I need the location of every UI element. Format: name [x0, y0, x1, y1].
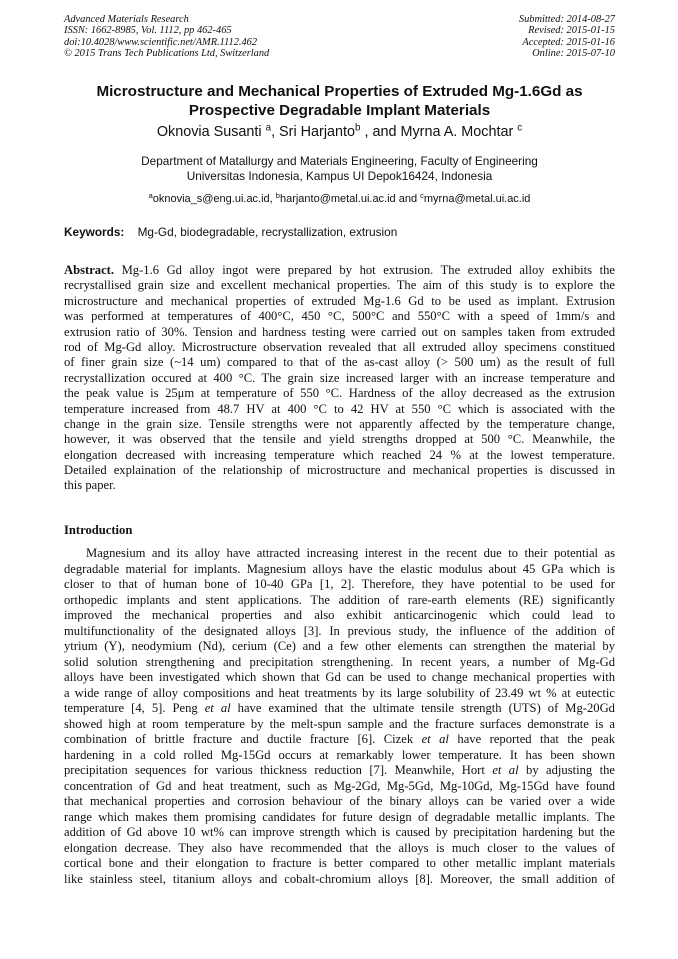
author-emails: [64, 192, 615, 206]
author-name: , and Myrna A. Mochtar: [360, 124, 514, 140]
title-line: Microstructure and Mechanical Properties of Extruded Mg-1.6Gd as: [96, 83, 583, 100]
journal-info: [64, 14, 269, 60]
email-link[interactable]: oknovia_s@eng.ui.ac.id,: [152, 193, 276, 205]
body-line: alloys have been investigated which shown that Gd can be used to change mechanical properties with: [64, 670, 615, 684]
body-line: Magnesium and its alloy have attracted increasing interest in the recent due to their potential as: [86, 546, 615, 560]
affiliation-line: Universitas Indonesia, Kampus UI Depok16424, Indonesia: [186, 168, 493, 183]
email-mark: c: [420, 190, 424, 200]
abstract-line: this paper.: [64, 478, 116, 493]
body-line: elongation decrease. They also have recommended that the alloys is much closer to the values of: [64, 840, 615, 855]
body-line: addition of Gd above 10 wt% can improve strength which is caused by precipitation hardening but the: [64, 825, 615, 839]
body-line: temperature [4, 5]. Peng et al have examined that the ultimate tensile strength (UTS) of Mg-20Gd: [64, 701, 615, 715]
abstract-line: temperature increased from 48.7 HV at 400 °C to 42 HV at 550 °C which is associated with the: [64, 401, 615, 416]
abstract-line: recrystallization occured at 400 °C. The grain size increased larger with an increase temperature and: [64, 370, 615, 385]
author-list: [64, 123, 615, 141]
abstract-line: however, it was observed that the tensile and yield strengths dropped at 500 °C. Meanwhile, the: [64, 432, 615, 447]
abstract-line: recrystallised grain size and excellent mechanical properties. The aim of this study is to explore the: [64, 278, 615, 293]
abstract-line: extrusion ratio of 30%. Tension and hardness testing were carried out on samples taken from extruded: [64, 324, 615, 339]
body-line: precipitation sequences for various thickness reduction [7]. Meanwhile, Hort et al by adjusting the: [64, 763, 616, 777]
abstract-line: change in the grain size. Tensile strengths were not apparently affected by the temperature change,: [64, 416, 615, 431]
title-line: Prospective Degradable Implant Materials: [188, 102, 491, 119]
body-line: range which makes them promising candidates for future design of degradable metallic implants. The: [64, 809, 615, 824]
author-name: Oknovia Susanti: [156, 124, 262, 140]
email-link[interactable]: myrna@metal.ui.ac.id: [423, 193, 531, 205]
journal-name: Advanced Materials Research: [64, 14, 189, 25]
author-mark: b: [355, 122, 361, 134]
author-name: , Sri Harjanto: [271, 124, 356, 140]
date-online: Online: 2015-07-10: [532, 48, 615, 60]
keywords-text: Mg-Gd, biodegradable, recrystallization, extrusion: [137, 225, 398, 239]
email-link[interactable]: harjanto@metal.ui.ac.id and: [279, 193, 421, 205]
body-line: ytrium (Y), neodymium (Nd), cerium (Ce) and a few other elements can strengthen the material by: [64, 639, 615, 653]
journal-issn: ISSN: 1662-8985, Vol. 1112, pp 462-465: [64, 25, 232, 37]
abstract-line: Abstract. Mg-1.6 Gd alloy ingot were prepared by hot extrusion. The extruded alloy exhibits the: [64, 263, 615, 277]
body-line: closer to that of human bone of 10-40 GPa [1, 2]. Therefore, they have potential to be used for: [64, 577, 615, 591]
paper-title: [64, 82, 615, 120]
affiliation-line: Department of Matallurgy and Materials Engineering, Faculty of Engineering: [141, 154, 538, 168]
body-line: orthopedic implants and stent applications. The addition of rare-earth elements (RE) significantly: [64, 592, 615, 607]
email-mark: b: [275, 190, 280, 200]
abstract-line: was performed at temperatures of 400°C, 450 °C, 500°C and 550°C with a speed of 1mm/s and: [64, 309, 615, 324]
abstract-line: Detailed explaination of the relationship of microstructure and mechanical properties is discussed in: [64, 463, 615, 478]
abstract-line: elongation decreased with increasing temperature which reached 24 % at the lowest temperature.: [64, 447, 615, 462]
keywords-label: Keywords:: [64, 225, 125, 239]
body-line: concentration of Gd and heat treatment, such as Mg-2Gd, Mg-5Gd, Mg-10Gd, Mg-15Gd have found: [64, 778, 615, 793]
introduction-body: [64, 546, 615, 887]
abstract-line: the peak value is 25μm at temperature of 550 °C. Hardness of the alloy decreased as the extrusion: [64, 386, 615, 401]
author-mark: a: [265, 122, 272, 134]
body-line: like stainless steel, titanium alloys and cobalt-chromium alloys [8]. Moreover, the small addition of: [64, 871, 615, 886]
abstract: [64, 263, 615, 494]
body-line: hardening in a cold rolled Mg-15Gd occurs at remarkably lower temperature. It has been shown: [64, 747, 615, 762]
body-line: degradable material for implants. Magnesium alloys have the elastic modulus about 45 GPa which is: [64, 561, 615, 576]
body-line: solid solution strengthening and precipitation strengthening. In recent years, a number of Mg-Gd: [64, 654, 615, 669]
journal-doi: doi:10.4028/www.scientific.net/AMR.1112.462: [64, 36, 258, 48]
body-line: a wide range of alloy compositions and heat treatments by its large solubility of 23.49 wt % at eutectic: [64, 685, 615, 700]
author-mark: c: [517, 122, 523, 134]
keywords: [64, 225, 615, 239]
body-line: that mechanical properties and corrosion behaviour of the binary alloys can be varied over a wide: [64, 794, 615, 808]
body-line: showed high at room temperature by the melt-spun sample and the fracture surfaces demonstrate is a: [64, 716, 615, 731]
body-line: improved the mechanical properties and also exhibit anticarcinogenic which could lead to: [64, 608, 615, 622]
section-heading-introduction: Introduction: [64, 523, 133, 537]
email-mark: a: [148, 190, 153, 200]
date-revised: Revised: 2015-01-15: [528, 25, 615, 37]
abstract-line: rod of Mg-Gd alloy. Microstructure observation revealed that all extruded alloy specimens constitued: [64, 339, 615, 354]
journal-copyright: © 2015 Trans Tech Publications Ltd, Switzerland: [64, 48, 270, 60]
date-accepted: Accepted: 2015-01-16: [522, 36, 615, 48]
body-line: multifunctionality of the designated alloys [3]. In previous study, the influence of the addition of: [64, 623, 615, 638]
affiliation: [64, 154, 615, 184]
paper-page: [64, 0, 615, 959]
abstract-line: microstructure and mechanical properties of extruded Mg-1.6 Gd to be used as implant. Extrusion: [64, 293, 615, 308]
date-submitted: Submitted: 2014-08-27: [518, 14, 615, 25]
body-line: combination of brittle fracture and ductile fracture [6]. Cizek et al have reported that the peak: [64, 732, 615, 746]
submission-dates: [519, 14, 615, 60]
body-line: cortical bone and their elongation to fracture is better compared to other metallic implant materials: [64, 856, 615, 870]
abstract-label: Abstract.: [64, 263, 115, 277]
abstract-line: of finer grain size (~14 um) compared to that of the as-cast alloy (> 500 um) as the result of full: [64, 355, 615, 370]
